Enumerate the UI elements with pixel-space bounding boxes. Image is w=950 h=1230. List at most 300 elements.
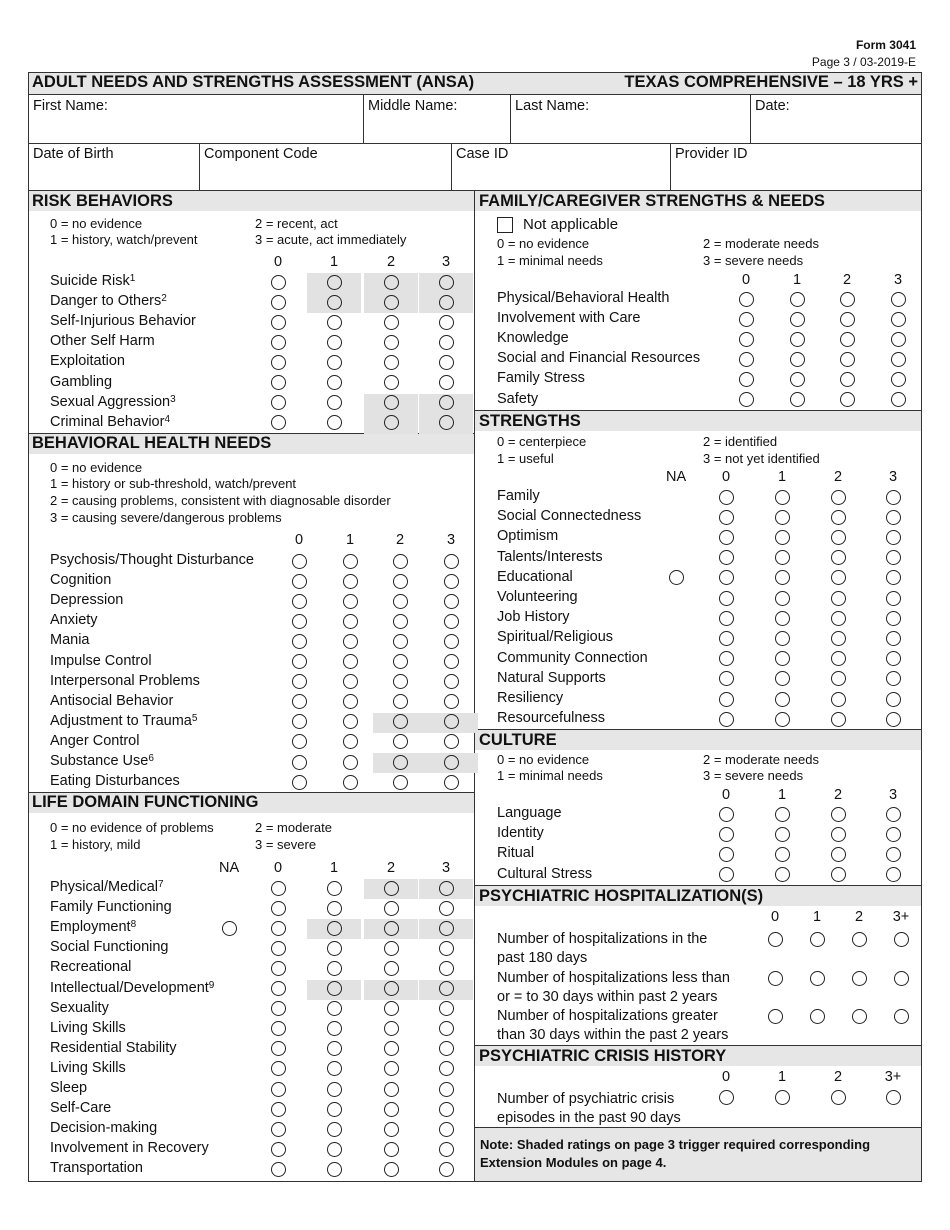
life-item-label: Residential Stability (50, 1039, 177, 1056)
strengths-rating-radio[interactable] (886, 530, 901, 545)
life-rating-radio[interactable] (384, 1102, 399, 1117)
culture-rating-radio[interactable] (831, 847, 846, 862)
strengths-rating-radio[interactable] (775, 692, 790, 707)
risk-rating-radio[interactable] (439, 335, 454, 350)
life-rating-radio[interactable] (384, 1142, 399, 1157)
bh-rating-radio[interactable] (292, 574, 307, 589)
family-rating-radio[interactable] (840, 312, 855, 327)
bh-rating-radio[interactable] (444, 574, 459, 589)
strengths-item-label: Community Connection (497, 649, 648, 666)
life-rating-radio[interactable] (384, 1021, 399, 1036)
strengths-rating-radio[interactable] (775, 651, 790, 666)
bh-rating-radio[interactable] (393, 674, 408, 689)
strengths-rating-radio[interactable] (886, 550, 901, 565)
life-rating-radio[interactable] (439, 901, 454, 916)
culture-col-header: 3 (888, 787, 898, 803)
bh-legend-2: 2 = causing problems, consistent with diagnosable disorder (50, 493, 391, 508)
strengths-rating-radio[interactable] (831, 712, 846, 727)
family-rating-radio[interactable] (790, 332, 805, 347)
life-rating-radio[interactable] (327, 941, 342, 956)
life-rating-radio[interactable] (327, 1102, 342, 1117)
bh-rating-radio[interactable] (393, 755, 408, 770)
bh-rating-radio[interactable] (343, 674, 358, 689)
hosp-item-label: Number of hospitalizations in the (497, 931, 708, 947)
bh-rating-radio[interactable] (343, 614, 358, 629)
strengths-rating-radio[interactable] (719, 611, 734, 626)
culture-rating-radio[interactable] (775, 807, 790, 822)
life-rating-radio[interactable] (439, 1061, 454, 1076)
family-rating-radio[interactable] (790, 392, 805, 407)
bh-rating-radio[interactable] (292, 775, 307, 790)
culture-rating-radio[interactable] (719, 867, 734, 882)
strengths-rating-radio[interactable] (775, 631, 790, 646)
strengths-rating-radio[interactable] (831, 692, 846, 707)
strengths-rating-radio[interactable] (886, 570, 901, 585)
bh-rating-radio[interactable] (444, 674, 459, 689)
bh-rating-radio[interactable] (444, 775, 459, 790)
life-rating-radio[interactable] (384, 1061, 399, 1076)
strengths-rating-radio[interactable] (831, 671, 846, 686)
bh-title: BEHAVIORAL HEALTH NEEDS (32, 434, 272, 452)
strengths-rating-radio[interactable] (719, 671, 734, 686)
family-rating-radio[interactable] (840, 352, 855, 367)
culture-rating-radio[interactable] (831, 867, 846, 882)
life-rating-radio[interactable] (327, 901, 342, 916)
bh-rating-radio[interactable] (444, 614, 459, 629)
risk-rating-radio[interactable] (384, 415, 399, 430)
strengths-rating-radio[interactable] (886, 692, 901, 707)
life-rating-radio[interactable] (327, 1041, 342, 1056)
hosp-rating-radio[interactable] (852, 932, 867, 947)
case-id-field[interactable]: Case ID (456, 146, 509, 162)
hosp-rating-radio[interactable] (768, 971, 783, 986)
strengths-rating-radio[interactable] (886, 591, 901, 606)
risk-rating-radio[interactable] (271, 355, 286, 370)
culture-rating-radio[interactable] (886, 827, 901, 842)
life-col-header: NA (219, 860, 240, 876)
risk-rating-radio[interactable] (384, 335, 399, 350)
hosp-item-label-line2: or = to 30 days within past 2 years (497, 988, 718, 1005)
life-rating-radio[interactable] (271, 1021, 286, 1036)
family-rating-radio[interactable] (790, 352, 805, 367)
bh-rating-radio[interactable] (343, 634, 358, 649)
bh-rating-radio[interactable] (292, 734, 307, 749)
family-rating-radio[interactable] (790, 312, 805, 327)
culture-rating-radio[interactable] (831, 807, 846, 822)
family-item-label: Safety (497, 390, 539, 407)
strengths-rating-radio[interactable] (775, 570, 790, 585)
life-rating-radio[interactable] (327, 1001, 342, 1016)
bh-item-label: Psychosis/Thought Disturbance (50, 552, 254, 568)
family-rating-radio[interactable] (891, 292, 906, 307)
bh-rating-radio[interactable] (393, 574, 408, 589)
risk-title: RISK BEHAVIORS (32, 192, 173, 210)
family-rating-radio[interactable] (739, 332, 754, 347)
bh-rating-radio[interactable] (444, 654, 459, 669)
hosp-rating-radio[interactable] (810, 932, 825, 947)
strengths-rating-radio[interactable] (719, 550, 734, 565)
risk-rating-radio[interactable] (384, 315, 399, 330)
life-rating-radio[interactable] (384, 1122, 399, 1137)
bh-rating-radio[interactable] (343, 755, 358, 770)
life-rating-radio[interactable] (384, 961, 399, 976)
strengths-rating-radio[interactable] (719, 631, 734, 646)
risk-rating-radio[interactable] (384, 355, 399, 370)
family-rating-radio[interactable] (840, 372, 855, 387)
life-rating-radio[interactable] (327, 1142, 342, 1157)
first-name-field[interactable]: First Name: (33, 98, 108, 114)
crisis-item-label: Number of psychiatric crisis (497, 1091, 675, 1107)
family-rating-radio[interactable] (739, 392, 754, 407)
strengths-rating-radio[interactable] (886, 651, 901, 666)
bh-item-label: Anxiety (50, 612, 98, 629)
hosp-item-label: Number of hospitalizations less than (497, 969, 730, 986)
risk-rating-radio[interactable] (271, 275, 286, 290)
risk-col-header: 3 (441, 254, 451, 270)
strengths-rating-radio[interactable] (775, 591, 790, 606)
risk-rating-radio[interactable] (327, 375, 342, 390)
bh-rating-radio[interactable] (393, 594, 408, 609)
life-rating-radio[interactable] (327, 881, 342, 896)
risk-rating-radio[interactable] (327, 415, 342, 430)
bh-rating-radio[interactable] (444, 694, 459, 709)
life-rating-radio[interactable] (384, 941, 399, 956)
bh-rating-radio[interactable] (292, 634, 307, 649)
strengths-rating-radio[interactable] (775, 671, 790, 686)
bh-rating-radio[interactable] (393, 775, 408, 790)
culture-col-header: 1 (777, 787, 787, 803)
risk-rating-radio[interactable] (271, 315, 286, 330)
bh-rating-radio[interactable] (292, 594, 307, 609)
life-rating-radio[interactable] (439, 1102, 454, 1117)
family-rating-radio[interactable] (891, 352, 906, 367)
bh-item-label: Antisocial Behavior (50, 692, 174, 709)
life-rating-radio[interactable] (439, 1021, 454, 1036)
life-rating-radio[interactable] (439, 881, 454, 896)
strengths-rating-radio[interactable] (719, 530, 734, 545)
family-rating-radio[interactable] (891, 312, 906, 327)
risk-rating-radio[interactable] (439, 415, 454, 430)
hosp-item-label-line2: than 30 days within the past 2 years (497, 1027, 729, 1043)
bh-col-header: 1 (345, 532, 355, 548)
life-rating-radio[interactable] (327, 1082, 342, 1097)
bh-rating-radio[interactable] (444, 594, 459, 609)
life-rating-radio[interactable] (271, 1102, 286, 1117)
bh-rating-radio[interactable] (444, 554, 459, 569)
strengths-rating-radio[interactable] (831, 591, 846, 606)
strengths-rating-radio[interactable] (719, 651, 734, 666)
life-rating-radio[interactable] (439, 981, 454, 996)
risk-col-header: 1 (329, 254, 339, 270)
life-rating-radio[interactable] (327, 1021, 342, 1036)
strengths-rating-radio[interactable] (886, 712, 901, 727)
culture-rating-radio[interactable] (775, 847, 790, 862)
strengths-rating-radio[interactable] (831, 611, 846, 626)
strengths-rating-radio[interactable] (886, 671, 901, 686)
life-rating-radio[interactable] (439, 1082, 454, 1097)
life-rating-radio[interactable] (222, 921, 237, 936)
family-rating-radio[interactable] (739, 372, 754, 387)
bh-rating-radio[interactable] (444, 634, 459, 649)
bh-rating-radio[interactable] (393, 714, 408, 729)
strengths-rating-radio[interactable] (831, 570, 846, 585)
family-rating-radio[interactable] (891, 372, 906, 387)
strengths-item-label: Family (497, 488, 540, 504)
life-rating-radio[interactable] (271, 1142, 286, 1157)
bh-rating-radio[interactable] (292, 554, 307, 569)
strengths-item-label: Resiliency (497, 690, 564, 706)
culture-rating-radio[interactable] (719, 827, 734, 842)
bh-rating-radio[interactable] (292, 654, 307, 669)
last-name-field[interactable]: Last Name: (515, 98, 590, 114)
bh-rating-radio[interactable] (393, 614, 408, 629)
crisis-item-label-line2: episodes in the past 90 days (497, 1110, 681, 1126)
risk-rating-radio[interactable] (384, 375, 399, 390)
life-rating-radio[interactable] (384, 901, 399, 916)
family-item-label: Social and Financial Resources (497, 350, 701, 367)
risk-rating-radio[interactable] (327, 355, 342, 370)
risk-rating-radio[interactable] (439, 395, 454, 410)
life-rating-radio[interactable] (384, 921, 399, 936)
strengths-rating-radio[interactable] (719, 490, 734, 505)
strengths-rating-radio[interactable] (831, 550, 846, 565)
strengths-rating-radio[interactable] (719, 692, 734, 707)
strengths-rating-radio[interactable] (719, 591, 734, 606)
strengths-rating-radio[interactable] (831, 530, 846, 545)
risk-rating-radio[interactable] (327, 295, 342, 310)
family-rating-radio[interactable] (739, 292, 754, 307)
strengths-rating-radio[interactable] (775, 611, 790, 626)
risk-rating-radio[interactable] (271, 375, 286, 390)
bh-rating-radio[interactable] (343, 554, 358, 569)
bh-rating-radio[interactable] (393, 694, 408, 709)
life-rating-radio[interactable] (384, 1001, 399, 1016)
family-legend-3: 3 = severe needs (703, 253, 804, 268)
family-item-label: Physical/Behavioral Health (497, 290, 670, 306)
family-rating-radio[interactable] (891, 392, 906, 407)
risk-rating-radio[interactable] (439, 375, 454, 390)
family-title: FAMILY/CAREGIVER STRENGTHS & NEEDS (479, 192, 825, 210)
risk-rating-radio[interactable] (384, 275, 399, 290)
bh-rating-radio[interactable] (292, 674, 307, 689)
strengths-rating-radio[interactable] (831, 490, 846, 505)
culture-rating-radio[interactable] (886, 807, 901, 822)
bh-rating-radio[interactable] (393, 734, 408, 749)
bh-rating-radio[interactable] (444, 734, 459, 749)
life-rating-radio[interactable] (271, 1001, 286, 1016)
risk-rating-radio[interactable] (271, 335, 286, 350)
bh-item-label: Anger Control (50, 732, 140, 749)
life-item-label: Transportation (50, 1160, 143, 1177)
hosp-rating-radio[interactable] (810, 1009, 825, 1024)
hosp-rating-radio[interactable] (894, 932, 909, 947)
life-rating-radio[interactable] (439, 1142, 454, 1157)
strengths-rating-radio[interactable] (775, 490, 790, 505)
life-rating-radio[interactable] (271, 961, 286, 976)
bh-item-label: Adjustment to Trauma$^5$ (50, 712, 198, 729)
risk-item-label: Suicide Risk$^1$ (50, 273, 136, 289)
life-rating-radio[interactable] (271, 1082, 286, 1097)
life-rating-radio[interactable] (327, 981, 342, 996)
culture-rating-radio[interactable] (886, 847, 901, 862)
life-rating-radio[interactable] (271, 1061, 286, 1076)
hosp-rating-radio[interactable] (768, 932, 783, 947)
life-rating-radio[interactable] (327, 1061, 342, 1076)
crisis-rating-radio[interactable] (886, 1090, 901, 1105)
bh-rating-radio[interactable] (393, 654, 408, 669)
culture-rating-radio[interactable] (831, 827, 846, 842)
strengths-rating-radio[interactable] (775, 550, 790, 565)
strengths-rating-radio[interactable] (719, 570, 734, 585)
risk-rating-radio[interactable] (439, 275, 454, 290)
life-rating-radio[interactable] (384, 1162, 399, 1177)
bh-rating-radio[interactable] (343, 714, 358, 729)
life-rating-radio[interactable] (327, 1122, 342, 1137)
bh-item-label: Impulse Control (50, 652, 152, 669)
footer-note: Note: Shaded ratings on page 3 trigger required corresponding Extension Modules on page 4. (480, 1137, 871, 1170)
bh-legend-0: 0 = no evidence (50, 460, 143, 475)
life-rating-radio[interactable] (327, 1162, 342, 1177)
hosp-rating-radio[interactable] (894, 971, 909, 986)
risk-rating-radio[interactable] (327, 335, 342, 350)
culture-rating-radio[interactable] (886, 867, 901, 882)
life-rating-radio[interactable] (439, 1122, 454, 1137)
bh-rating-radio[interactable] (343, 654, 358, 669)
bh-rating-radio[interactable] (444, 755, 459, 770)
life-rating-radio[interactable] (271, 881, 286, 896)
component-code-field[interactable]: Component Code (204, 146, 318, 162)
provider-id-field[interactable]: Provider ID (675, 146, 748, 162)
bh-rating-radio[interactable] (393, 634, 408, 649)
family-rating-radio[interactable] (840, 332, 855, 347)
life-rating-radio[interactable] (439, 1001, 454, 1016)
life-rating-radio[interactable] (439, 1041, 454, 1056)
strengths-rating-radio[interactable] (886, 611, 901, 626)
strengths-rating-radio[interactable] (831, 651, 846, 666)
life-rating-radio[interactable] (439, 941, 454, 956)
family-rating-radio[interactable] (790, 372, 805, 387)
bh-rating-radio[interactable] (292, 614, 307, 629)
bh-rating-radio[interactable] (343, 694, 358, 709)
risk-rating-radio[interactable] (439, 315, 454, 330)
strengths-rating-radio[interactable] (719, 510, 734, 525)
family-rating-radio[interactable] (739, 312, 754, 327)
crisis-col-header: 0 (721, 1069, 731, 1085)
bh-rating-radio[interactable] (343, 775, 358, 790)
life-rating-radio[interactable] (271, 1041, 286, 1056)
form-subtitle: TEXAS COMPREHENSIVE – 18 YRS + (624, 73, 918, 91)
risk-rating-radio[interactable] (327, 275, 342, 290)
strengths-rating-radio[interactable] (886, 510, 901, 525)
family-rating-radio[interactable] (840, 392, 855, 407)
life-rating-radio[interactable] (384, 881, 399, 896)
strengths-rating-radio[interactable] (775, 712, 790, 727)
strengths-rating-radio[interactable] (669, 570, 684, 585)
risk-rating-radio[interactable] (327, 315, 342, 330)
hosp-rating-radio[interactable] (810, 971, 825, 986)
risk-rating-radio[interactable] (271, 415, 286, 430)
family-rating-radio[interactable] (840, 292, 855, 307)
date-field[interactable]: Date: (755, 98, 790, 114)
life-rating-radio[interactable] (439, 921, 454, 936)
life-rating-radio[interactable] (271, 1162, 286, 1177)
strengths-rating-radio[interactable] (886, 631, 901, 646)
hosp-col-header: 0 (770, 909, 780, 925)
bh-rating-radio[interactable] (292, 755, 307, 770)
life-rating-radio[interactable] (439, 961, 454, 976)
risk-rating-radio[interactable] (439, 355, 454, 370)
risk-rating-radio[interactable] (271, 395, 286, 410)
strengths-rating-radio[interactable] (831, 631, 846, 646)
bh-rating-radio[interactable] (343, 574, 358, 589)
strengths-item-label: Volunteering (497, 589, 578, 605)
life-rating-radio[interactable] (271, 921, 286, 936)
bh-rating-radio[interactable] (292, 694, 307, 709)
hosp-rating-radio[interactable] (768, 1009, 783, 1024)
family-item-label: Involvement with Care (497, 310, 641, 327)
life-rating-radio[interactable] (271, 981, 286, 996)
life-rating-radio[interactable] (271, 901, 286, 916)
bh-rating-radio[interactable] (343, 594, 358, 609)
strengths-rating-radio[interactable] (775, 510, 790, 525)
not-applicable-checkbox[interactable] (497, 217, 513, 233)
life-rating-radio[interactable] (271, 941, 286, 956)
bh-rating-radio[interactable] (343, 734, 358, 749)
family-rating-radio[interactable] (891, 332, 906, 347)
risk-rating-radio[interactable] (384, 395, 399, 410)
life-rating-radio[interactable] (327, 961, 342, 976)
strengths-rating-radio[interactable] (831, 510, 846, 525)
life-rating-radio[interactable] (384, 1082, 399, 1097)
strengths-rating-radio[interactable] (775, 530, 790, 545)
middle-name-field[interactable]: Middle Name: (368, 98, 458, 114)
dob-field[interactable]: Date of Birth (33, 146, 114, 162)
life-rating-radio[interactable] (271, 1122, 286, 1137)
life-item-label: Self-Care (50, 1100, 112, 1117)
strengths-rating-radio[interactable] (719, 712, 734, 727)
life-rating-radio[interactable] (439, 1162, 454, 1177)
bh-rating-radio[interactable] (444, 714, 459, 729)
bh-rating-radio[interactable] (393, 554, 408, 569)
hosp-rating-radio[interactable] (852, 971, 867, 986)
family-legend-0: 0 = no evidence (497, 236, 590, 251)
crisis-rating-radio[interactable] (719, 1090, 734, 1105)
life-item-label: Employment$^8$ (50, 919, 137, 936)
family-rating-radio[interactable] (790, 292, 805, 307)
culture-rating-radio[interactable] (719, 807, 734, 822)
crisis-rating-radio[interactable] (775, 1090, 790, 1105)
strengths-col-header: 1 (777, 469, 787, 485)
culture-rating-radio[interactable] (775, 827, 790, 842)
life-rating-radio[interactable] (384, 1041, 399, 1056)
hosp-rating-radio[interactable] (894, 1009, 909, 1024)
life-rating-radio[interactable] (384, 981, 399, 996)
hosp-item-label-line2: past 180 days (497, 950, 588, 966)
risk-rating-radio[interactable] (384, 295, 399, 310)
strengths-rating-radio[interactable] (886, 490, 901, 505)
culture-rating-radio[interactable] (719, 847, 734, 862)
risk-rating-radio[interactable] (327, 395, 342, 410)
hosp-rating-radio[interactable] (852, 1009, 867, 1024)
culture-rating-radio[interactable] (775, 867, 790, 882)
life-rating-radio[interactable] (327, 921, 342, 936)
crisis-rating-radio[interactable] (831, 1090, 846, 1105)
family-rating-radio[interactable] (739, 352, 754, 367)
risk-rating-radio[interactable] (439, 295, 454, 310)
bh-rating-radio[interactable] (292, 714, 307, 729)
risk-rating-radio[interactable] (271, 295, 286, 310)
life-title: LIFE DOMAIN FUNCTIONING (32, 793, 259, 811)
